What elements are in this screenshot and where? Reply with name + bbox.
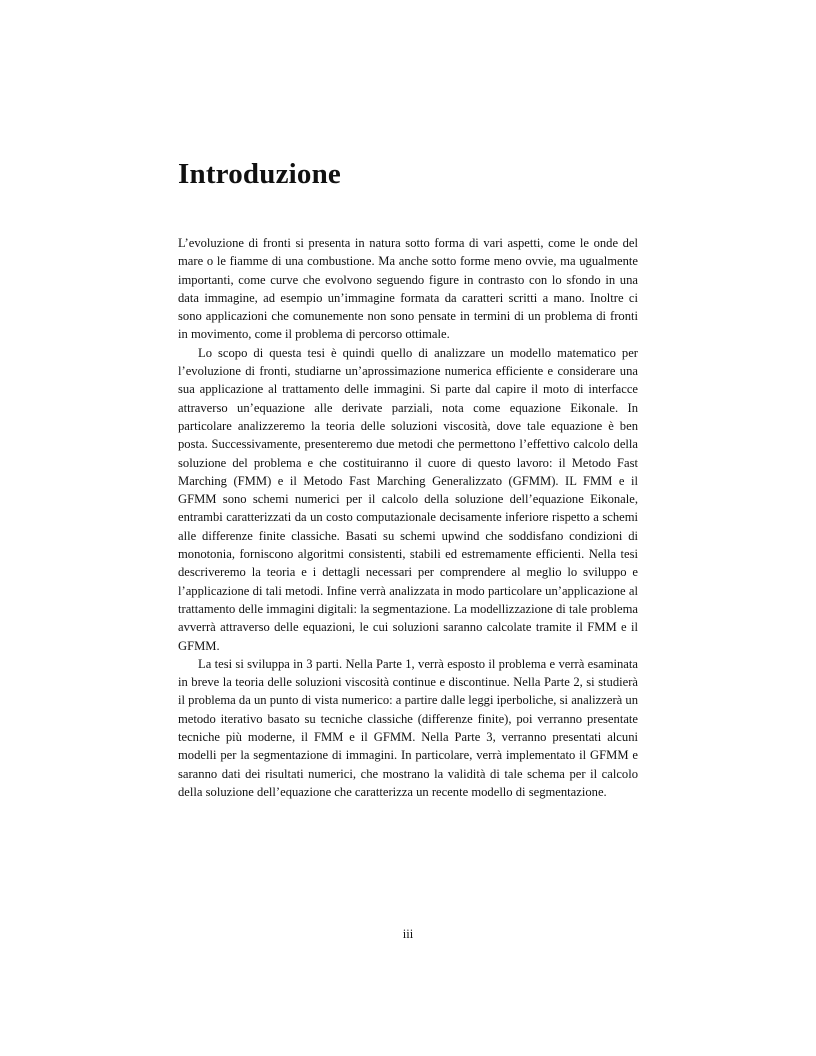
- paragraph-2: Lo scopo di questa tesi è quindi quello di analizzare un modello matematico per l’evoluzione di fronti, studiarne un’aprossimazione numerica efficiente e considerare una sua applicazione al trattamento delle immagini. Si parte dal capire il moto di interfacce attraverso un’equazione alle derivate parziali, nota come equazione Eikonale. In particolare analizzeremo la teoria delle soluzioni viscosità, dove tale equazione è ben posta. Successivamente, presenteremo due metodi che permettono l’effettivo calcolo della soluzione del problema e che costituiranno il cuore di questo lavoro: il Metodo Fast Marching (FMM) e il Metodo Fast Marching Generalizzato (GFMM). IL FMM e il GFMM sono schemi numerici per il calcolo della soluzione dell’equazione Eikonale, entrambi caratterizzati da un costo computazionale decisamente inferiore rispetto a schemi alle differenze finite classiche. Basati su schemi upwind che soddisfano condizioni di monotonia, forniscono algoritmi consistenti, stabili ed estremamente efficienti. Nella tesi descriveremo la teoria e i dettagli necessari per comprendere al meglio lo sviluppo e l’applicazione di tali metodi. Infine verrà analizzata in modo particolare un’applicazione al trattamento delle immagini digitali: la segmentazione. La modellizzazione di tale problema avverrà attraverso delle equazioni, le cui soluzioni saranno calcolate tramite il FMM e il GFMM.: [178, 345, 638, 653]
- chapter-title: Introduzione: [178, 158, 342, 190]
- body-text: [178, 234, 638, 801]
- paragraph-3: La tesi si sviluppa in 3 parti. Nella Parte 1, verrà esposto il problema e verrà esaminata in breve la teoria delle soluzioni viscosità continue e discontinue. Nella Parte 2, si studierà il problema da un punto di vista numerico: a partire dalle leggi iperboliche, si analizzerà un metodo iterativo basato su tecniche classiche (differenze finite), poi verranno presentate tecniche più moderne, il FMM e il GFMM. Nella Parte 3, verranno presentati alcuni modelli per la segmentazione di immagini. In particolare, verrà implementato il GFMM e saranno dati dei risultati numerici, che mostrano la validità di tale schema per il calcolo della soluzione dell’equazione che caratterizza un recente modello di segmentazione.: [178, 656, 638, 799]
- page-number: iii: [402, 927, 414, 941]
- paragraph-1: L’evoluzione di fronti si presenta in natura sotto forma di vari aspetti, come le onde del mare o le fiamme di una combustione. Ma anche sotto forme meno ovvie, ma ugualmente importanti, come curve che evolvono seguendo figure in contrasto con lo sfondo in una data immagine, ad esempio un’immagine formata da caratteri scritti a mano. Inoltre ci sono applicazioni che comunemente non sono pensate in termini di un problema di fronti in movimento, come il problema di percorso ottimale.: [178, 236, 638, 342]
